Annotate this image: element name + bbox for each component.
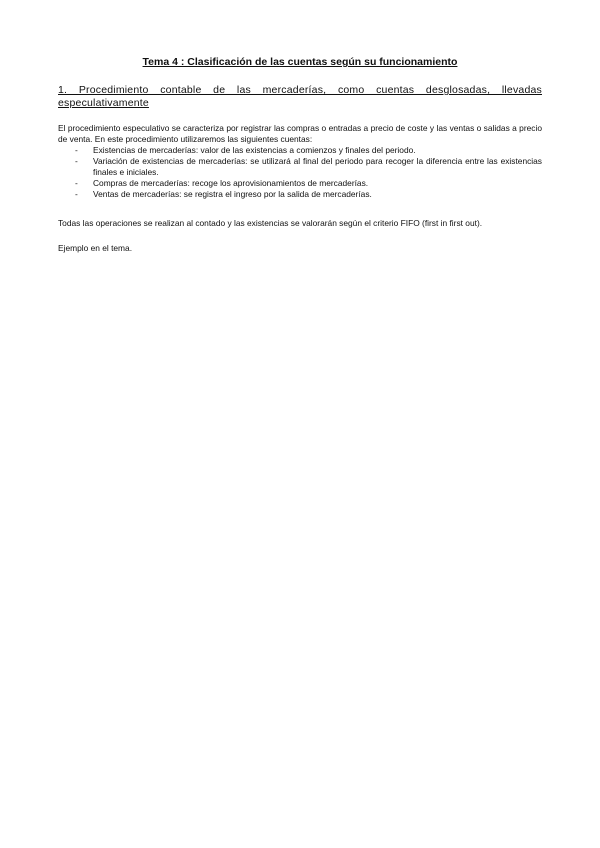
accounts-list <box>58 145 542 200</box>
list-item-text: Existencias de mercaderías: valor de las existencias a comienzos y finales del periodo. <box>93 145 416 155</box>
list-marker: - <box>75 178 78 188</box>
list-item-text: Compras de mercaderías: recoge los aprovisionamientos de mercaderías. <box>93 178 369 188</box>
list-marker: - <box>75 156 78 166</box>
section-heading: 1. Procedimiento contable de las mercaderías, como cuentas desglosadas, llevadas especulativamente <box>58 84 542 109</box>
list-item <box>58 178 542 189</box>
list-item <box>58 145 542 156</box>
list-item-text: Ventas de mercaderías: se registra el ingreso por la salida de mercaderías. <box>93 189 372 199</box>
list-item <box>58 156 542 178</box>
list-item <box>58 189 542 200</box>
list-marker: - <box>75 189 78 199</box>
list-item-text: Variación de existencias de mercaderías: se utilizará al final del periodo para recoger la diferencia entre las existencias finales e iniciales. <box>93 156 542 177</box>
document-title: Tema 4 : Clasificación de las cuentas según su funcionamiento <box>142 56 458 68</box>
example-paragraph: Ejemplo en el tema. <box>58 243 133 253</box>
note-paragraph: Todas las operaciones se realizan al contado y las existencias se valorarán según el criterio FIFO (first in first out). <box>58 218 483 228</box>
intro-paragraph: El procedimiento especulativo se caracteriza por registrar las compras o entradas a precio de coste y las ventas o salidas a precio de venta. En este procedimiento utilizaremos las siguientes cuentas: <box>58 123 542 144</box>
list-marker: - <box>75 145 78 155</box>
